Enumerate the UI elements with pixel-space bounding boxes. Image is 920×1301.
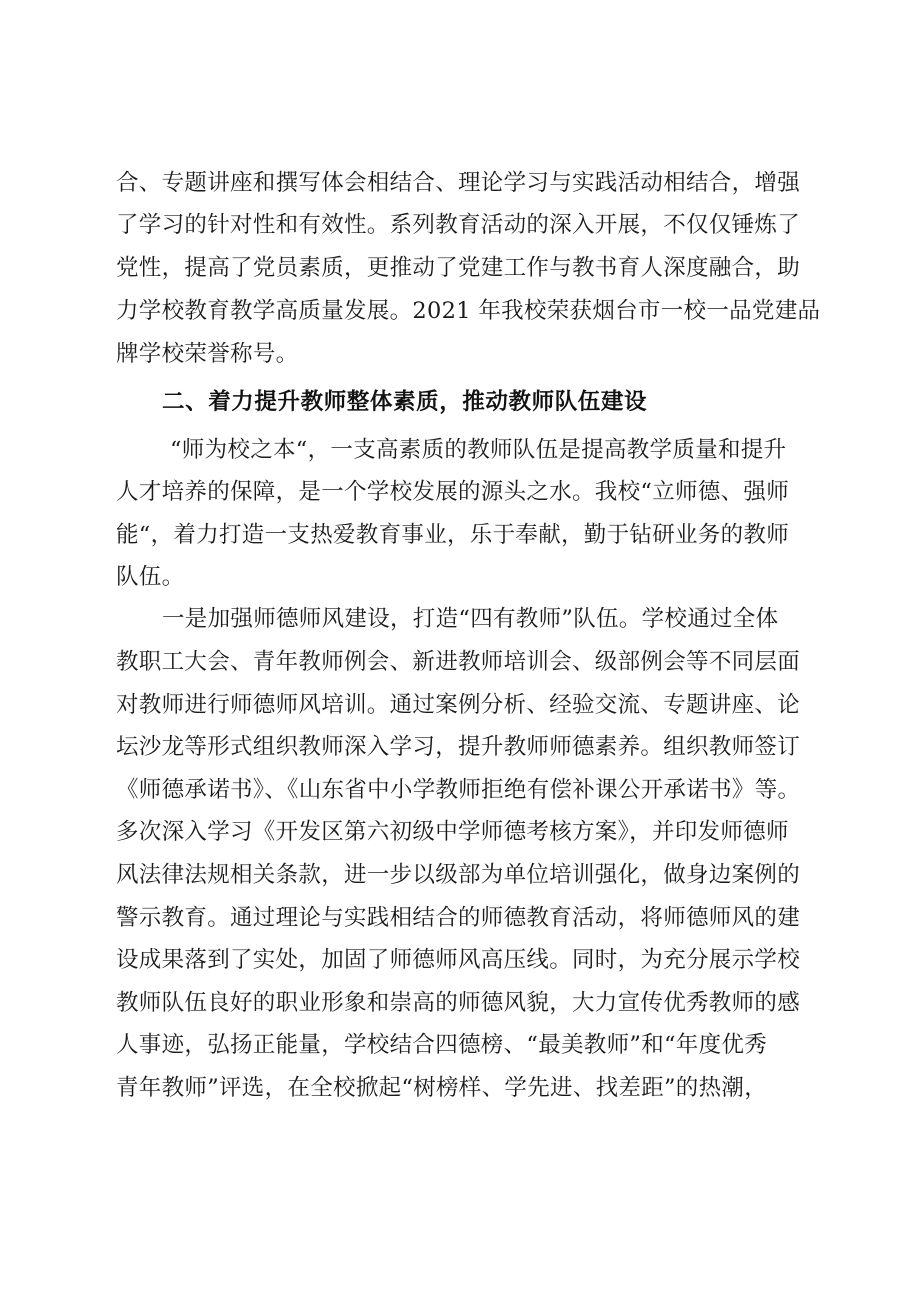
paragraph-line: 《师德承诺书》、《山东省中小学教师拒绝有偿补课公开承诺书》等。 — [116, 777, 801, 803]
paragraph-line: 一是加强师德师风建设，打造“四有教师”队伍。学校通过全体 — [162, 606, 779, 632]
paragraph-line: 能“，着力打造一支热爱教育事业，乐于奉献，勤于钻研业务的教师 — [116, 522, 790, 548]
paragraph-line: 人事迹，弘扬正能量，学校结合四德榜、“最美教师”和“年度优秀 — [116, 1032, 768, 1058]
paragraph-line: 坛沙龙等形式组织教师深入学习，提升教师师德素养。组织教师签订 — [116, 734, 801, 760]
paragraph-line: 警示教育。通过理论与实践相结合的师德教育活动，将师德师风的建 — [116, 905, 801, 931]
paragraph-line: 对教师进行师德师风培训。通过案例分析、经验交流、专题讲座、论 — [116, 692, 801, 718]
paragraph-line: 力学校教育教学高质量发展。2021 年我校荣获烟台市一校一品党建品 — [116, 298, 821, 324]
paragraph-line: 多次深入学习《开发区第六初级中学师德考核方案》，并印发师德师 — [116, 819, 789, 845]
paragraph-line: 队伍。 — [116, 564, 185, 590]
section-heading: 二、着力提升教师整体素质，推动教师队伍建设 — [162, 389, 648, 415]
paragraph-line: 了学习的针对性和有效性。系列教育活动的深入开展，不仅仅锤炼了 — [116, 212, 801, 238]
paragraph-line: 设成果落到了实处，加固了师德师风高压线。同时，为充分展示学校 — [116, 947, 801, 973]
paragraph-line: “师为校之本“，一支高素质的教师队伍是提高教学质量和提升 — [170, 437, 787, 463]
paragraph-line: 风法律法规相关条款，进一步以级部为单位培训强化，做身边案例的 — [116, 862, 801, 888]
paragraph-line: 教职工大会、青年教师例会、新进教师培训会、级部例会等不同层面 — [116, 649, 801, 675]
paragraph-line: 牌学校荣誉称号。 — [116, 341, 299, 367]
paragraph-line: 教师队伍良好的职业形象和崇高的师德风貌，大力宣传优秀教师的感 — [116, 990, 801, 1016]
paragraph-line: 青年教师”评选，在全校掀起“树榜样、学先进、找差距”的热潮， — [116, 1075, 768, 1101]
paragraph-line: 人才培养的保障，是一个学校发展的源头之水。我校“立师德、强师 — [116, 479, 790, 505]
paragraph-line: 合、专题讲座和撰写体会相结合、理论学习与实践活动相结合，增强 — [116, 170, 801, 196]
paragraph-line: 党性，提高了党员素质，更推动了党建工作与教书育人深度融合，助 — [116, 255, 801, 281]
